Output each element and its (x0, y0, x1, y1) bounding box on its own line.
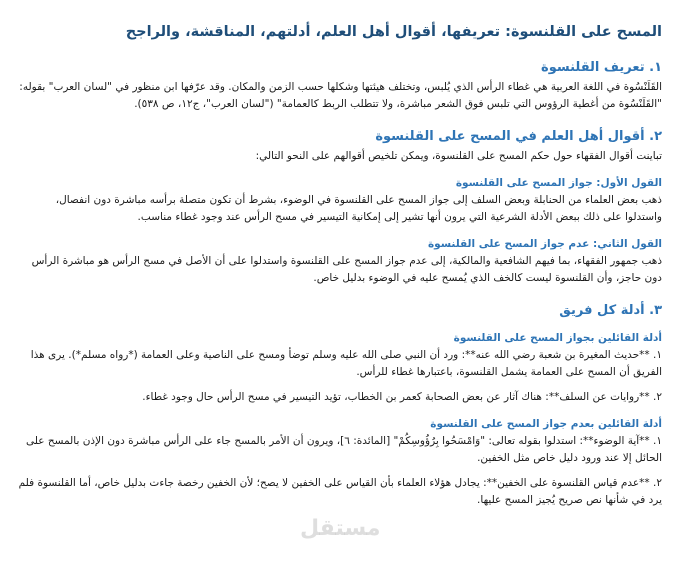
section-heading-definition: ١. تعريف القلنسوة (541, 60, 662, 75)
opinion2-paragraph: ذهب جمهور الفقهاء، بما فيهم الشافعية والمالكية، إلى عدم جواز المسح على القلنسوة واستدلوا على أن الأصل في مسح الرأس هو مباشرة الرأس دون حاجز، وأن القلنسوة ليست كالخف الذي يُمسح عليه في الوضوء بدليل خاص. (31, 255, 662, 284)
definition-paragraph: القَلَنْسُوة في اللغة العربية هي غطاء الرأس الذي يُلبس، وتختلف هيئتها وشكلها حسب الزمن والمكان. وقد عرّفها ابن منظور في "لسان العرب" بقوله: "القَلَنْسُوة من أغطية الرؤوس التي تلبس فوق الشعر مباشرة، ولا تتطلب الربط كالعمامة" ("لسان العرب"، ج١٢، ص ٥٣٨). (19, 81, 662, 110)
evidence-group1-heading: أدلة القائلين بجواز المسح على القلنسوة (453, 332, 662, 344)
section-heading-opinions: ٢. أقوال أهل العلم في المسح على القلنسوة (375, 129, 662, 144)
evidence-group2-item1: ١. **آية الوضوء**: استدلوا بقوله تعالى: "وَامْسَحُوا بِرُؤُوسِكُمْ" [المائدة: ٦]، ويرون أن الأمر بالمسح جاء على الرأس مباشرة دون الإذن بالمسح على الحائل إلا عند ورود دليل خاص مثل الخفين. (26, 435, 662, 464)
evidence-group1-item1: ١. **حديث المغيرة بن شعبة رضي الله عنه**: ورد أن النبي صلى الله عليه وسلم توضأ ومسح على الناصية وعلى العمامة (*رواه مسلم*). يرى هذا الفريق أن المسح على العمامة يشمل القلنسوة، باعتبارها غطاء للرأس. (30, 349, 662, 378)
opinion2-heading: القول الثاني: عدم جواز المسح على القلنسوة (427, 238, 662, 250)
opinion1-heading: القول الأول: جواز المسح على القلنسوة (455, 177, 662, 189)
opinions-intro-paragraph: تباينت أقوال الفقهاء حول حكم المسح على القلنسوة، ويمكن تلخيص أقوالهم على النحو التالي: (255, 150, 662, 162)
evidence-group1-item2: ٢. **روايات عن السلف**: هناك آثار عن بعض الصحابة كعمر بن الخطاب، تؤيد التيسير في مسح الرأس حال وجود غطاء. (142, 391, 662, 403)
watermark-logo: مستقل (300, 516, 381, 541)
section-heading-evidence: ٣. أدلة كل فريق (559, 303, 662, 318)
evidence-group2-item2: ٢. **عدم قياس القلنسوة على الخفين**: يجادل هؤلاء العلماء بأن القياس على الخفين لا يصح؛ لأن الخفين رخصة جاءت بدليل خاص، أما القلنسوة فلم يرد في شأنها نص صريح يُجيز المسح عليها. (18, 477, 662, 506)
opinion1-paragraph: ذهب بعض العلماء من الحنابلة وبعض السلف إلى جواز المسح على القلنسوة في الوضوء، بشرط أن تكون متصلة برأسه مباشرة دون انفصال، واستدلوا على ذلك ببعض الأدلة الشرعية التي يرون أنها تشير إلى إمكانية التيسير في مسح الرأس عند وجود غطاء مناسب. (55, 194, 662, 223)
evidence-group2-heading: أدلة القائلين بعدم جواز المسح على القلنسوة (430, 418, 662, 430)
page-title: المسح على القلنسوة: تعريفها، أقوال أهل العلم، أدلتهم، المناقشة، والراجح (125, 24, 662, 40)
